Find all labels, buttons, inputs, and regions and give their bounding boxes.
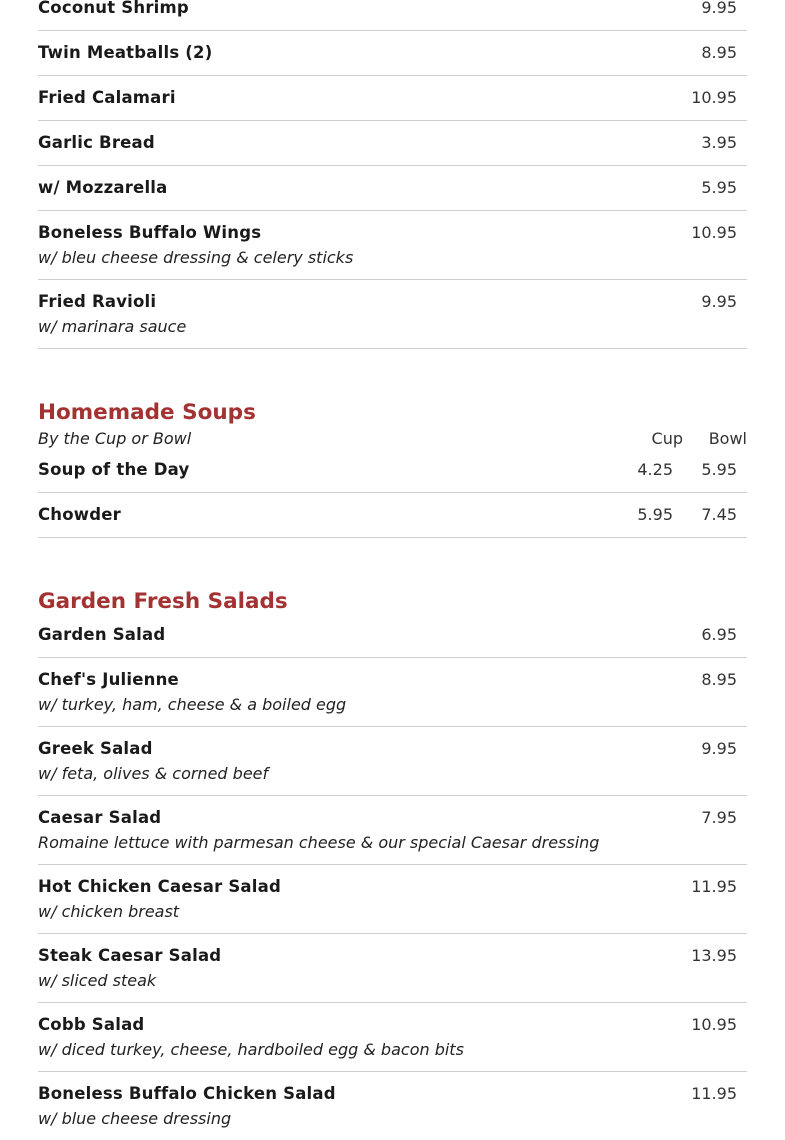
item-name: Steak Caesar Salad bbox=[38, 946, 222, 965]
item-price-bowl: 5.95 bbox=[701, 460, 737, 479]
menu-item bbox=[38, 493, 747, 538]
menu-item bbox=[38, 934, 747, 1003]
appetizers-section bbox=[38, 0, 747, 349]
menu-item bbox=[38, 616, 747, 658]
item-description: Romaine lettuce with parmesan cheese & our special Caesar dressing bbox=[38, 833, 600, 852]
section-title: Homemade Soups bbox=[38, 400, 256, 425]
item-name: Soup of the Day bbox=[38, 460, 190, 479]
item-price: 9.95 bbox=[701, 292, 737, 311]
soups-section bbox=[38, 399, 747, 538]
item-name: Cobb Salad bbox=[38, 1015, 145, 1034]
item-name: Garlic Bread bbox=[38, 133, 155, 152]
item-name: Boneless Buffalo Chicken Salad bbox=[38, 1084, 336, 1103]
item-name: Twin Meatballs (2) bbox=[38, 43, 213, 62]
menu-item bbox=[38, 166, 747, 211]
item-name: Garden Salad bbox=[38, 625, 166, 644]
item-price-cup: 4.25 bbox=[637, 460, 673, 479]
section-title: Garden Fresh Salads bbox=[38, 589, 288, 614]
item-price: 6.95 bbox=[701, 625, 737, 644]
item-price: 11.95 bbox=[691, 877, 737, 896]
column-header-bowl: Bowl bbox=[708, 429, 747, 448]
item-price: 8.95 bbox=[701, 43, 737, 62]
item-price: 9.95 bbox=[701, 0, 737, 17]
soups-subheader bbox=[38, 427, 747, 451]
item-description: w/ chicken breast bbox=[38, 902, 180, 921]
menu-item bbox=[38, 280, 747, 349]
item-name: w/ Mozzarella bbox=[38, 178, 168, 197]
menu-item bbox=[38, 211, 747, 280]
item-description: w/ diced turkey, cheese, hardboiled egg & bacon bits bbox=[38, 1040, 464, 1059]
menu-item bbox=[38, 1003, 747, 1072]
item-price-cup: 5.95 bbox=[637, 505, 673, 524]
item-name: Boneless Buffalo Wings bbox=[38, 223, 262, 242]
item-description: w/ bleu cheese dressing & celery sticks bbox=[38, 248, 354, 267]
menu-page bbox=[38, 0, 747, 1140]
salads-section bbox=[38, 588, 747, 1140]
item-name: Fried Ravioli bbox=[38, 292, 157, 311]
item-description: w/ sliced steak bbox=[38, 971, 157, 990]
item-price: 7.95 bbox=[701, 808, 737, 827]
item-name: Chowder bbox=[38, 505, 121, 524]
item-price: 9.95 bbox=[701, 739, 737, 758]
menu-item bbox=[38, 121, 747, 166]
item-name: Chef's Julienne bbox=[38, 670, 179, 689]
item-price: 13.95 bbox=[691, 946, 737, 965]
column-header-cup: Cup bbox=[651, 429, 683, 448]
item-description: w/ turkey, ham, cheese & a boiled egg bbox=[38, 695, 347, 714]
section-subtitle: By the Cup or Bowl bbox=[38, 429, 192, 448]
item-name: Greek Salad bbox=[38, 739, 153, 758]
item-price: 11.95 bbox=[691, 1084, 737, 1103]
item-price: 10.95 bbox=[691, 223, 737, 242]
menu-item bbox=[38, 727, 747, 796]
item-name: Coconut Shrimp bbox=[38, 0, 189, 17]
item-price: 10.95 bbox=[691, 88, 737, 107]
item-price: 3.95 bbox=[701, 133, 737, 152]
menu-item bbox=[38, 31, 747, 76]
menu-item bbox=[38, 451, 747, 493]
item-name: Caesar Salad bbox=[38, 808, 162, 827]
menu-item bbox=[38, 865, 747, 934]
item-description: w/ feta, olives & corned beef bbox=[38, 764, 269, 783]
menu-item bbox=[38, 76, 747, 121]
item-description: w/ blue cheese dressing bbox=[38, 1109, 232, 1128]
item-price-bowl: 7.45 bbox=[701, 505, 737, 524]
item-name: Hot Chicken Caesar Salad bbox=[38, 877, 281, 896]
item-price: 5.95 bbox=[701, 178, 737, 197]
menu-item bbox=[38, 658, 747, 727]
menu-item bbox=[38, 796, 747, 865]
item-name: Fried Calamari bbox=[38, 88, 176, 107]
item-price: 8.95 bbox=[701, 670, 737, 689]
item-description: w/ marinara sauce bbox=[38, 317, 187, 336]
menu-item bbox=[38, 0, 747, 31]
item-price: 10.95 bbox=[691, 1015, 737, 1034]
